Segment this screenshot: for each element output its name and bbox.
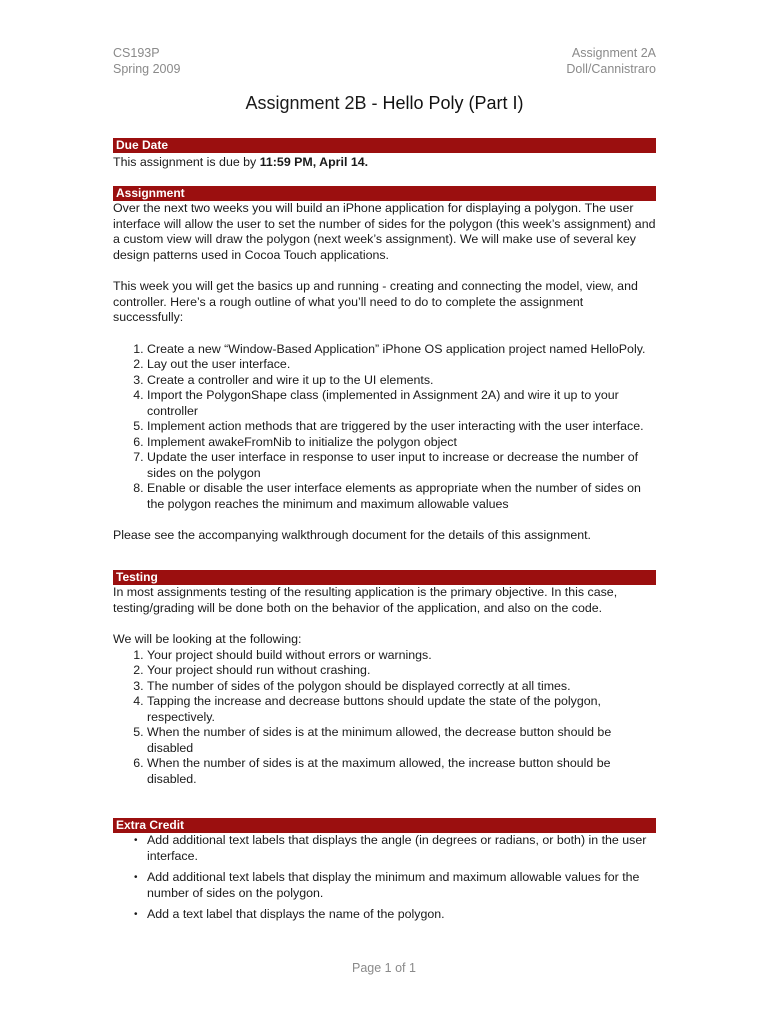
step-item: 6. Implement awakeFromNib to initialize the polygon object xyxy=(147,435,656,451)
criteria-item: 6. When the number of sides is at the maximum allowed, the increase button should be disabled. xyxy=(147,756,656,787)
document-title xyxy=(113,92,656,114)
due-date-prefix: This assignment is due by xyxy=(113,155,260,169)
header-left xyxy=(113,45,180,77)
course-term: Spring 2009 xyxy=(113,62,181,76)
course-code: CS193P xyxy=(113,46,160,60)
step-item: 7. Update the user interface in response to user input to increase or decrease the number of sides on the polygon xyxy=(147,450,656,481)
title-main: Hello Poly (Part I) xyxy=(382,93,524,113)
assignment-heading: Assignment xyxy=(113,186,656,201)
testing-intro: We will be looking at the following: xyxy=(113,632,302,646)
assignment-paragraph-1: Over the next two weeks you will build an iPhone application for displaying a polygon. The user interface will allow the user to set the number of sides for the polygon (this week’s assignment) and a custom view will draw the polygon (next week’s assignment). We will make use of several key design patterns used in Cocoa Touch applications. xyxy=(113,201,656,262)
step-item: 4. Import the PolygonShape class (implemented in Assignment 2A) and wire it up to your controller xyxy=(147,388,656,419)
authors: Doll/Cannistraro xyxy=(566,62,656,76)
due-date-section xyxy=(113,138,656,171)
criteria-item: 5. When the number of sides is at the minimum allowed, the decrease button should be disabled xyxy=(147,725,656,756)
testing-paragraph: In most assignments testing of the resulting application is the primary objective. In this case, testing/grading will be done both on the behavior of the application, and also on the code. xyxy=(113,585,618,615)
extra-credit-list xyxy=(113,833,656,923)
criteria-item: 2. Your project should run without crashing. xyxy=(147,663,656,679)
due-date-heading: Due Date xyxy=(113,138,656,153)
criteria-item: 4. Tapping the increase and decrease buttons should update the state of the polygon, respectively. xyxy=(147,694,656,725)
step-item: 5. Implement action methods that are triggered by the user interacting with the user interface. xyxy=(147,419,656,435)
bullet-icon: • xyxy=(134,909,138,920)
extra-credit-item: • Add additional text labels that display the minimum and maximum allowable values for the number of sides on the polygon. xyxy=(134,870,640,900)
assignment-steps xyxy=(113,342,656,513)
due-date-deadline: 11:59 PM, April 14. xyxy=(259,155,369,169)
criteria-item: 1. Your project should build without errors or warnings. xyxy=(147,648,656,664)
assignment-reference: Assignment 2A xyxy=(571,46,656,60)
step-item: 2. Lay out the user interface. xyxy=(147,357,656,373)
bullet-icon: • xyxy=(134,835,138,846)
extra-credit-item: • Add a text label that displays the name of the polygon. xyxy=(134,907,445,921)
page-number: Page 1 of 1 xyxy=(352,961,416,975)
extra-credit-item: • Add additional text labels that displays the angle (in degrees or radians, or both) in the user interface. xyxy=(134,833,647,863)
testing-section xyxy=(113,570,656,787)
assignment-closing: Please see the accompanying walkthrough document for the details of this assignment. xyxy=(113,528,592,542)
header-right xyxy=(566,45,656,77)
extra-credit-heading: Extra Credit xyxy=(113,818,656,833)
criteria-item: 3. The number of sides of the polygon should be displayed correctly at all times. xyxy=(147,679,656,695)
testing-criteria xyxy=(113,648,656,788)
step-item: 3. Create a controller and wire it up to the UI elements. xyxy=(147,373,656,389)
step-item: 8. Enable or disable the user interface elements as appropriate when the number of sides on the polygon reaches the minimum and maximum allowable values xyxy=(147,481,656,512)
due-date-text xyxy=(113,155,656,171)
assignment-section xyxy=(113,186,656,544)
extra-credit-section xyxy=(113,818,656,929)
bullet-icon: • xyxy=(134,872,138,883)
step-item: 1. Create a new “Window-Based Application” iPhone OS application project named HelloPoly. xyxy=(147,342,656,358)
assignment-paragraph-2: This week you will get the basics up and running - creating and connecting the model, view, and controller. Here’s a rough outline of what you’ll need to do to complete the assignment successfully: xyxy=(113,279,638,324)
title-prefix: Assignment 2B - xyxy=(245,93,383,113)
testing-heading: Testing xyxy=(113,570,656,585)
